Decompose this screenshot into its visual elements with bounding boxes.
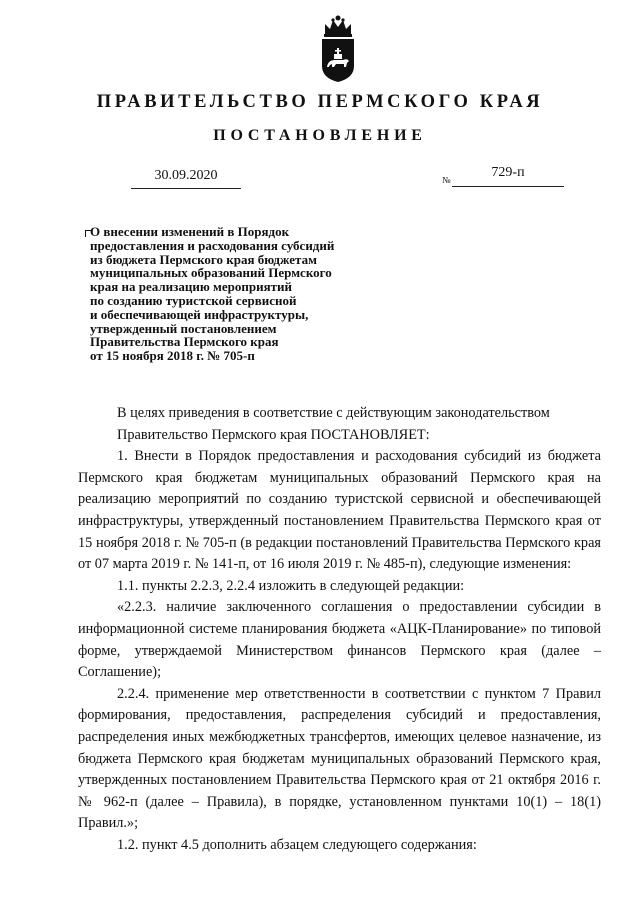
body-paragraph: 1. Внести в Порядок предоставления и расходования субсидий из бюджета Пермского края бюджетам муниципальных образований Пермского края на реализацию мероприятий по созданию туристской сервисной и обеспечивающей инфраструктуры, утвержденный постановлением Правительства Пермского края от 15 ноября 2018 г. № 705-п (в редакции постановлений Правительства Пермского края от 07 марта 2019 г. № 141-п, от 16 июля 2019 г. № 485-п), следующие изменения: — [78, 448, 601, 573]
document-body — [78, 403, 601, 856]
body-paragraph: 1.1. пункты 2.2.3, 2.2.4 изложить в следующей редакции: — [117, 577, 465, 594]
body-paragraph: В целях приведения в соответствие с действующим законодательством — [117, 405, 550, 421]
subject-line: утвержденный постановлением — [90, 320, 277, 336]
body-paragraph: 1.2. пункт 4.5 дополнить абзацем следующего содержания: — [117, 836, 477, 853]
document-number: 729-п — [452, 165, 564, 187]
subject-line: края на реализацию мероприятий — [90, 279, 292, 295]
subject-line: от 15 ноября 2018 г. № 705-п — [90, 348, 255, 364]
subject-line: предоставления и расходования субсидий — [90, 237, 335, 253]
coat-of-arms-icon — [316, 14, 360, 84]
body-paragraph: «2.2.3. наличие заключенного соглашения о предоставлении субсидии в информационной системе планирования бюджета «АЦК-Планирование» по типовой форме, утверждаемой Министерством финансов Пермского края (далее – Соглашение); — [78, 599, 601, 681]
document-date: 30.09.2020 — [131, 168, 241, 189]
subject-line: из бюджета Пермского края бюджетам — [90, 251, 317, 267]
number-label: № — [442, 175, 451, 185]
document-type: ПОСТАНОВЛЕНИЕ — [213, 127, 427, 144]
body-paragraph: 2.2.4. применение мер ответственности в соответствии с пунктом 7 Правил формирования, предоставления, распределения субсидий и предоставления, распределения иных межбюджетных трансфертов, имеющих целевое назначение, из бюджета Пермского края бюджетам муниципальных образований Пермского края, утвержденных постановлением Правительства Пермского края от 21 октября 2016 г. № 962-п (далее – Правила), в порядке, установленном пунктами 10(1) – 18(1) Правил.»; — [78, 685, 601, 832]
document-subject — [90, 225, 410, 363]
subject-line: О внесении изменений в Порядок — [90, 224, 290, 239]
subject-line: Правительства Пермского края — [90, 334, 279, 350]
subject-line: и обеспечивающей инфраструктуры, — [90, 306, 309, 322]
subject-line: по созданию туристской сервисной — [90, 292, 297, 308]
subject-line: муниципальных образований Пермского — [90, 265, 332, 281]
government-title: ПРАВИТЕЛЬСТВО ПЕРМСКОГО КРАЯ — [96, 92, 544, 112]
body-paragraph: Правительство Пермского края ПОСТАНОВЛЯЕТ: — [117, 426, 430, 443]
